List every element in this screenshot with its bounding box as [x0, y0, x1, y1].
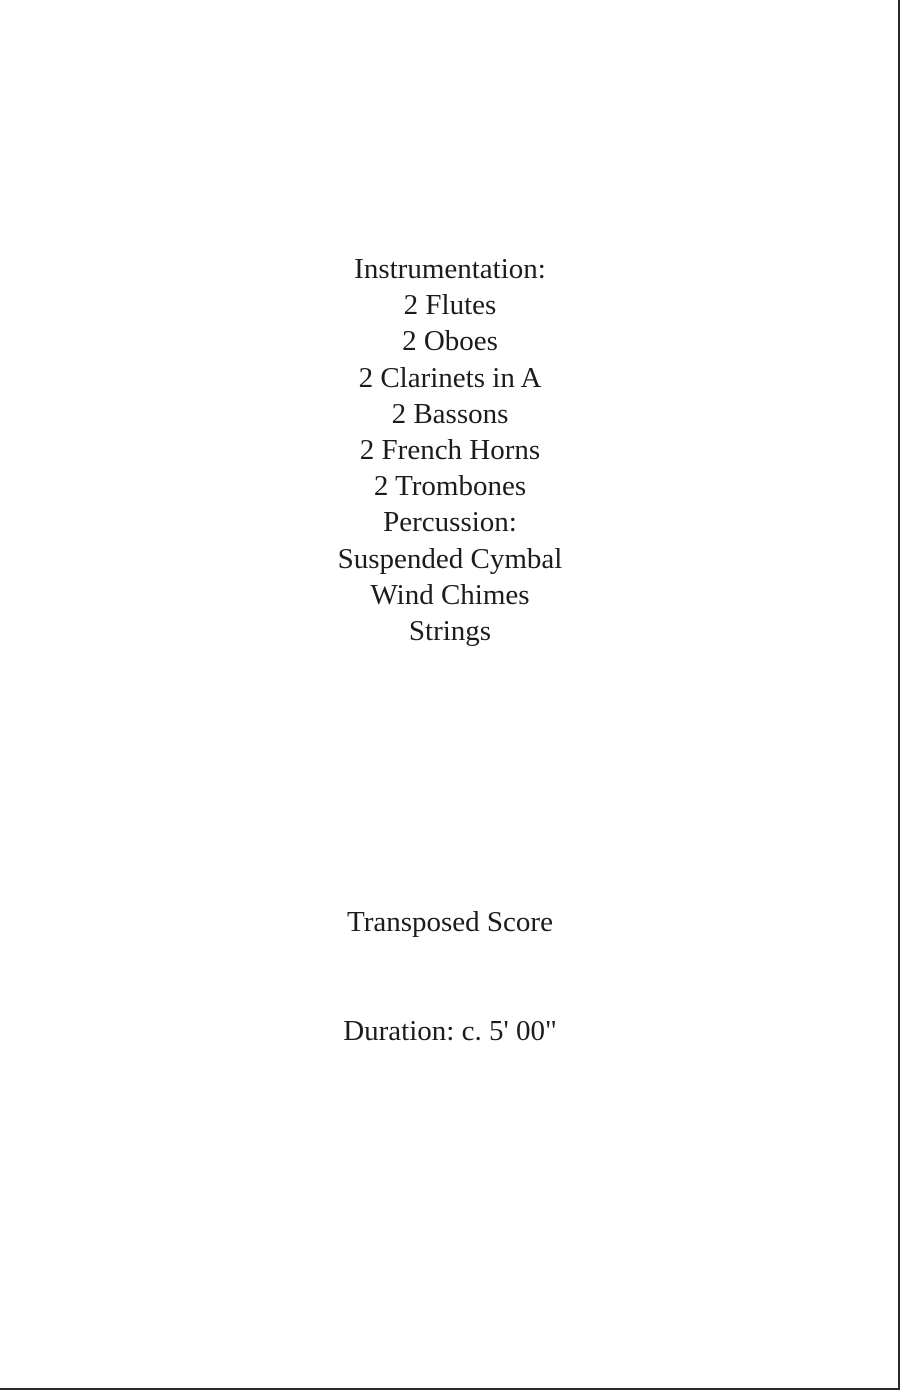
instrument-item: Wind Chimes [370, 578, 530, 611]
instrument-item: 2 Oboes [402, 325, 498, 358]
instrument-item: Strings [408, 615, 492, 648]
instrument-item: Suspended Cymbal [337, 542, 563, 575]
instrument-item: 2 Trombones [373, 470, 527, 503]
instrumentation-list [0, 251, 900, 649]
instrument-item: 2 Flutes [403, 289, 497, 322]
instrument-item: 2 French Horns [359, 434, 541, 467]
instrumentation-heading: Instrumentation: [354, 253, 546, 285]
duration-label: Duration: c. 5' 00" [343, 1015, 557, 1047]
instrument-item: 2 Clarinets in A [358, 361, 542, 394]
score-type-label: Transposed Score [347, 906, 553, 938]
percussion-heading: Percussion: [383, 506, 517, 539]
instrument-item: 2 Bassons [391, 397, 509, 430]
